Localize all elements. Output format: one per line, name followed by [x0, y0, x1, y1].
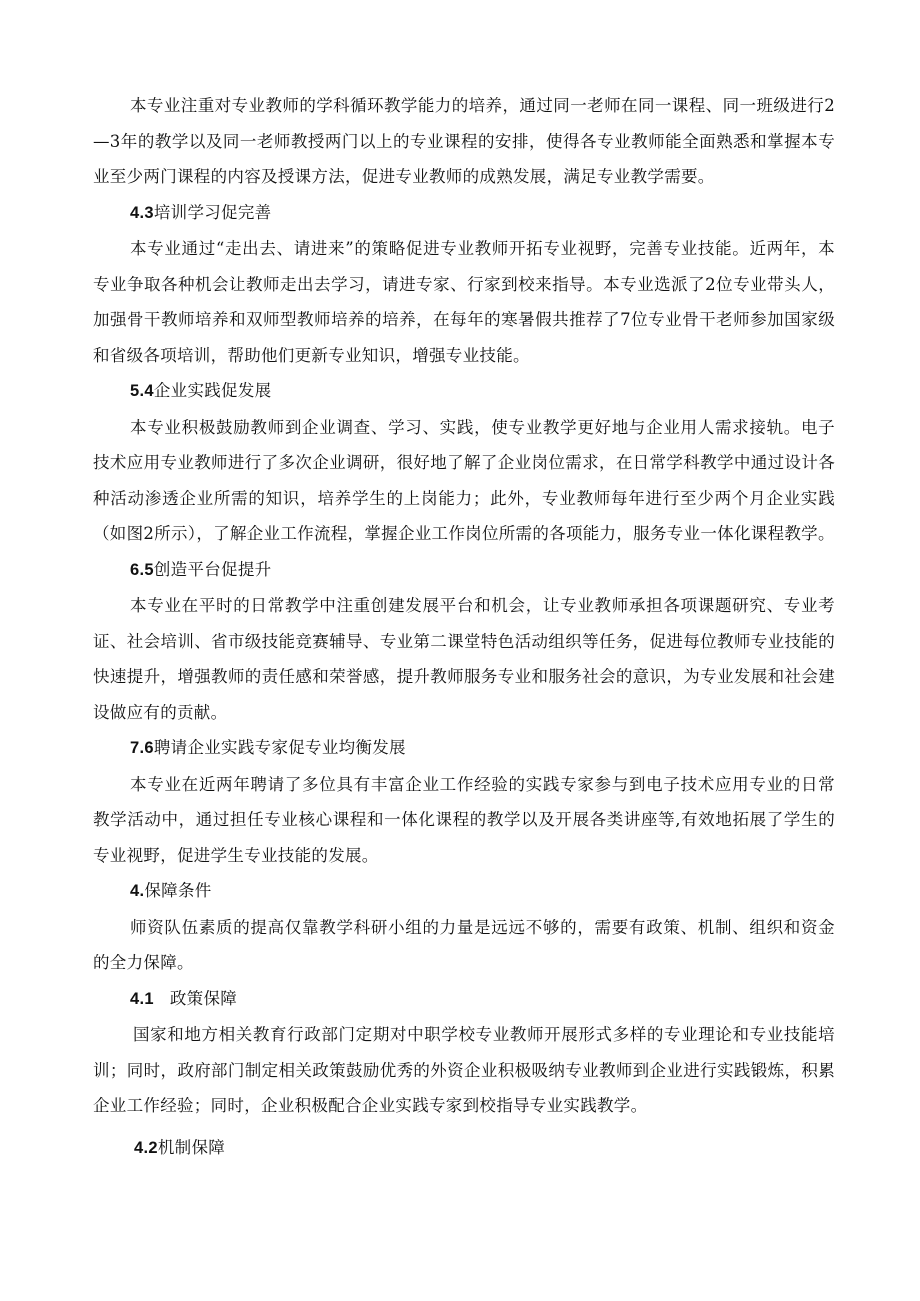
- paragraph-policy-guarantee: 国家和地方相关教育行政部门定期对中职学校专业教师开展形式多样的专业理论和专业技能培训；同时，政府部门制定相关政策鼓励优秀的外资企业积极吸纳专业教师到企业进行实践锻炼，积累企业工作经验；同时，企业积极配合企业实践专家到校指导专业实践教学。: [93, 1025, 835, 1115]
- paragraph-hire-experts: 本专业在近两年聘请了多位具有丰富企业工作经验的实践专家参与到电子技术应用专业的日常教学活动中，通过担任专业核心课程和一体化课程的教学以及开展各类讲座等,有效地拓展了学生的专业视野，促进学生专业技能的发展。: [93, 774, 835, 865]
- heading-number: 4.1: [130, 989, 154, 1008]
- heading-number: 4.: [130, 882, 145, 900]
- heading-4-guarantee: [93, 873, 835, 910]
- paragraph-platform-creation: 本专业在平时的日常教学中注重创建发展平台和机会，让专业教师承担各项课题研究、专业考证、社会培训、省市级技能竞赛辅导、专业第二课堂特色活动组织等任务，促进每位教师专业技能的快速提升，增强教师的责任感和荣誉感，提升教师服务专业和服务社会的意识，为专业发展和社会建设做应有的贡献。: [93, 596, 835, 722]
- paragraph-guarantee-intro: 师资队伍素质的提高仅靠教学科研小组的力量是远远不够的，需要有政策、机制、组织和资金的全力保障。: [93, 917, 835, 972]
- heading-title: 保障条件: [144, 881, 212, 900]
- paragraph-enterprise-practice: 本专业积极鼓励教师到企业调查、学习、实践，使专业教学更好地与企业用人需求接轨。电子技术应用专业教师进行了多次企业调研，很好地了解了企业岗位需求，在日常学科教学中通过设计各种活动渗透企业所需的知识，培养学生的上岗能力；此外，专业教师每年进行至少两个月企业实践（如图2所示），了解企业工作流程，掌握企业工作岗位所需的各项能力，服务专业一体化课程教学。: [93, 417, 835, 543]
- heading-number: 7.6: [130, 739, 154, 757]
- paragraph-teacher-cycle-teaching: 本专业注重对专业教师的学科循环教学能力的培养，通过同一老师在同一课程、同一班级进行2—3年的教学以及同一老师教授两门以上的专业课程的安排，使得各专业教师能全面熟悉和掌握本专业至少两门课程的内容及授课方法，促进专业教师的成熟发展，满足专业教学需要。: [93, 96, 835, 186]
- heading-4-1: [93, 981, 835, 1018]
- document-page: [93, 88, 835, 1166]
- heading-title: 企业实践促发展: [153, 381, 272, 400]
- paragraph-training-study: 本专业通过“走出去、请进来”的策略促进专业教师开拓专业视野，完善专业技能。近两年，本专业争取各种机会让教师走出去学习，请进专家、行家到校来指导。本专业选派了2位专业带头人，加强骨干教师培养和双师型教师培养的培养，在每年的寒暑假共推荐了7位专业骨干老师参加国家级和省级各项培训，帮助他们更新专业知识，增强专业技能。: [93, 239, 835, 365]
- heading-4-2: [93, 1130, 835, 1167]
- heading-5-4: [93, 373, 835, 410]
- heading-title: 政策保障: [169, 988, 238, 1008]
- heading-number: 5.4: [130, 382, 154, 400]
- heading-title: 聘请企业实践专家促专业均衡发展: [153, 738, 406, 757]
- heading-number: 6.5: [130, 560, 154, 579]
- heading-4-3: [93, 195, 835, 232]
- heading-number: 4.2: [134, 1138, 158, 1157]
- heading-7-6: [93, 730, 835, 767]
- heading-title: 机制保障: [157, 1137, 226, 1157]
- heading-number: 4.3: [130, 203, 154, 222]
- heading-title: 创造平台促提升: [153, 559, 272, 579]
- heading-6-5: [93, 552, 835, 589]
- heading-title: 培训学习促完善: [153, 202, 272, 222]
